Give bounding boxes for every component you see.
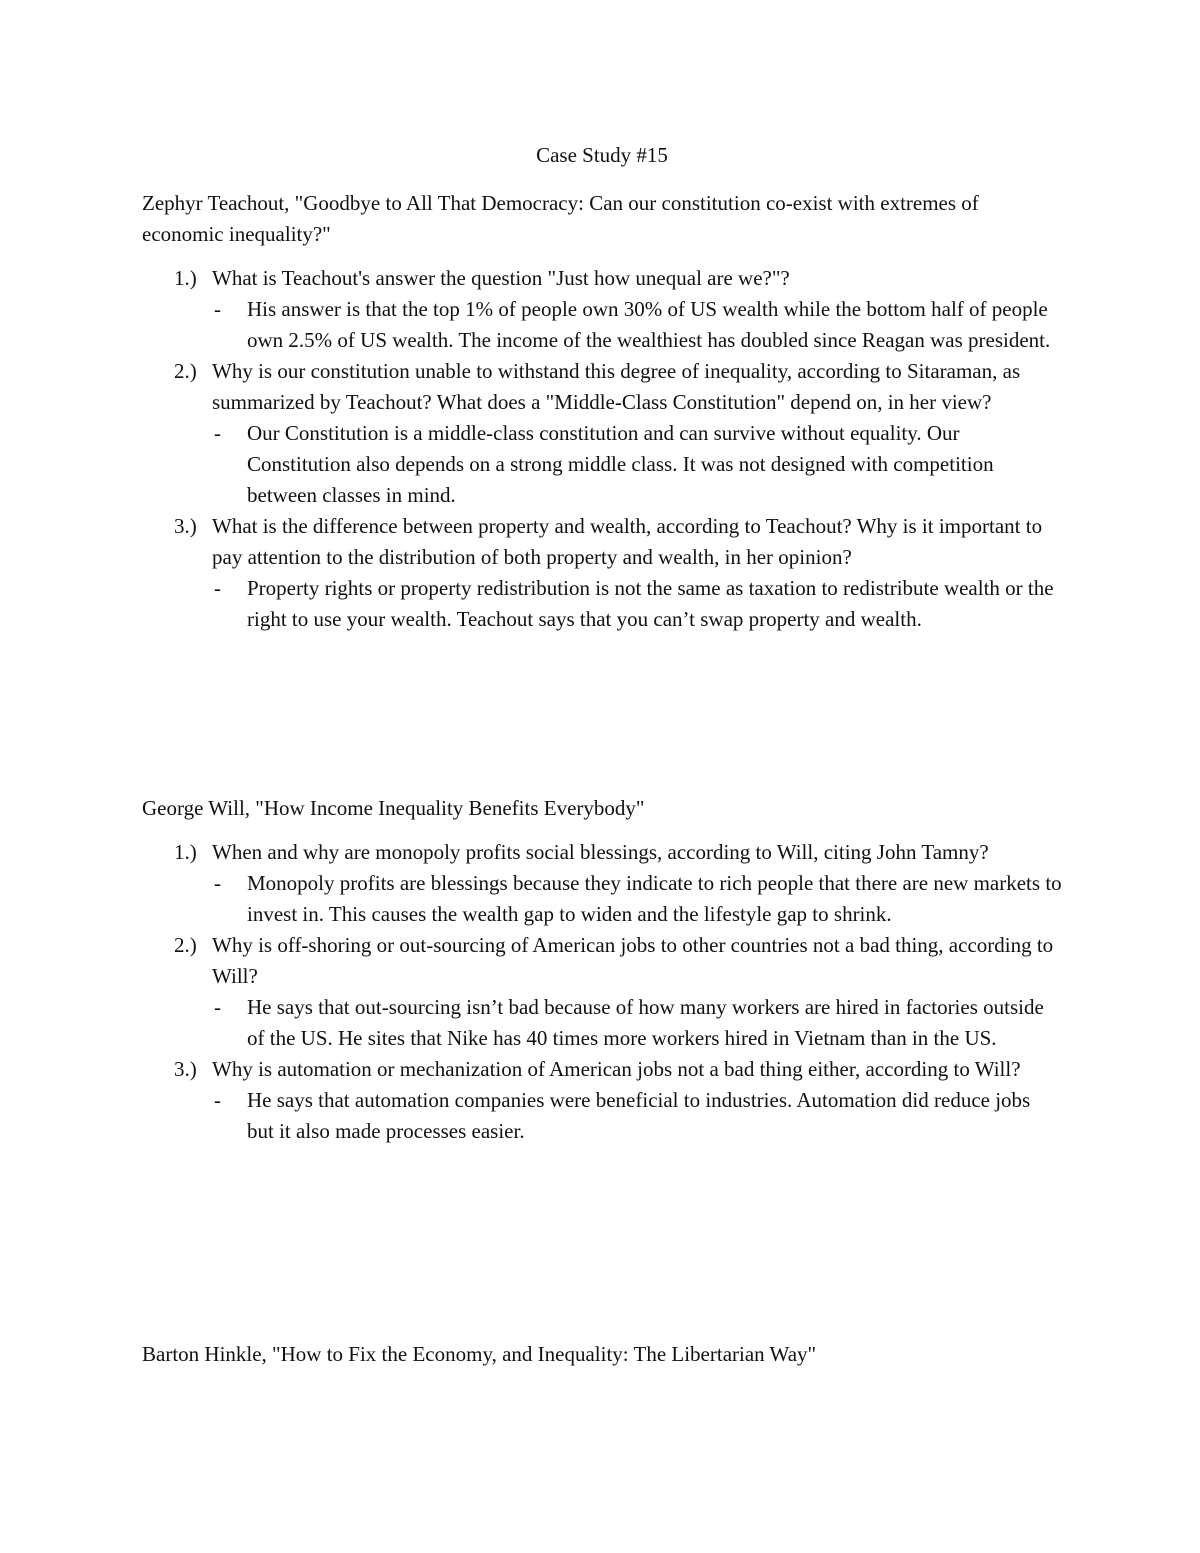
- page-title: Case Study #15: [536, 143, 668, 167]
- question-text: Why is off-shoring or out-sourcing of American jobs to other countries not a bad thing, according to Will?: [212, 933, 1054, 988]
- answer-text: Monopoly profits are blessings because they indicate to rich people that there are new markets to invest in. This causes the wealth gap to widen and the lifestyle gap to shrink.: [247, 871, 1062, 926]
- question-item: [142, 511, 1062, 635]
- question-number: 3.): [174, 1057, 197, 1081]
- answer-item: [212, 868, 1062, 930]
- answer-text: He says that out-sourcing isn’t bad because of how many workers are hired in factories outside of the US. He sites that Nike has 40 times more workers hired in Vietnam than in the US.: [247, 995, 1044, 1050]
- section-teachout: [142, 188, 1062, 635]
- question-text: What is Teachout's answer the question "Just how unequal are we?"?: [212, 266, 790, 290]
- document-body: [142, 140, 1062, 1366]
- question-number: 2.): [174, 359, 197, 383]
- question-text: When and why are monopoly profits social blessings, according to Will, citing John Tamny?: [212, 840, 989, 864]
- question-item: [142, 263, 1062, 356]
- section-hinkle: [142, 1339, 1062, 1383]
- question-text: What is the difference between property and wealth, according to Teachout? Why is it important to pay attention to the distribution of both property and wealth, in her opinion?: [212, 514, 1043, 569]
- answer-text: Our Constitution is a middle-class constitution and can survive without equality. Our Constitution also depends on a strong middle class. It was not designed with competition between classes in mind.: [247, 421, 994, 507]
- question-item: [142, 930, 1062, 1054]
- dash-bullet: -: [214, 995, 221, 1019]
- dash-bullet: -: [214, 576, 221, 600]
- question-number: 3.): [174, 514, 197, 538]
- question-item: [142, 356, 1062, 511]
- question-number: 1.): [174, 840, 197, 864]
- dash-bullet: -: [214, 1088, 221, 1112]
- section-will: [142, 793, 1062, 1147]
- answer-text: Property rights or property redistribution is not the same as taxation to redistribute wealth or the right to use your wealth. Teachout says that you can’t swap property and wealth.: [247, 576, 1054, 631]
- question-text: Why is our constitution unable to withstand this degree of inequality, according to Sitaraman, as summarized by Teachout? What does a "Middle-Class Constitution" depend on, in her view?: [212, 359, 1021, 414]
- answer-item: [212, 418, 1062, 511]
- answer-item: [212, 1085, 1062, 1147]
- section-heading: Barton Hinkle, "How to Fix the Economy, and Inequality: The Libertarian Way": [142, 1342, 817, 1366]
- answer-text: He says that automation companies were beneficial to industries. Automation did reduce jobs but it also made processes easier.: [247, 1088, 1031, 1143]
- answer-item: [212, 992, 1062, 1054]
- answer-item: [212, 294, 1062, 356]
- dash-bullet: -: [214, 297, 221, 321]
- answer-item: [212, 573, 1062, 635]
- dash-bullet: -: [214, 421, 221, 445]
- dash-bullet: -: [214, 871, 221, 895]
- section-heading: Zephyr Teachout, "Goodbye to All That Democracy: Can our constitution co-exist with extremes of economic inequality?": [142, 191, 979, 246]
- question-text: Why is automation or mechanization of American jobs not a bad thing either, according to Will?: [212, 1057, 1021, 1081]
- question-item: [142, 1054, 1062, 1147]
- section-heading: George Will, "How Income Inequality Benefits Everybody": [142, 796, 645, 820]
- question-number: 2.): [174, 933, 197, 957]
- question-list: [142, 263, 1062, 635]
- question-list: [142, 837, 1062, 1147]
- question-item: [142, 837, 1062, 930]
- answer-text: His answer is that the top 1% of people own 30% of US wealth while the bottom half of people own 2.5% of US wealth. The income of the wealthiest has doubled since Reagan was president.: [247, 297, 1051, 352]
- question-number: 1.): [174, 266, 197, 290]
